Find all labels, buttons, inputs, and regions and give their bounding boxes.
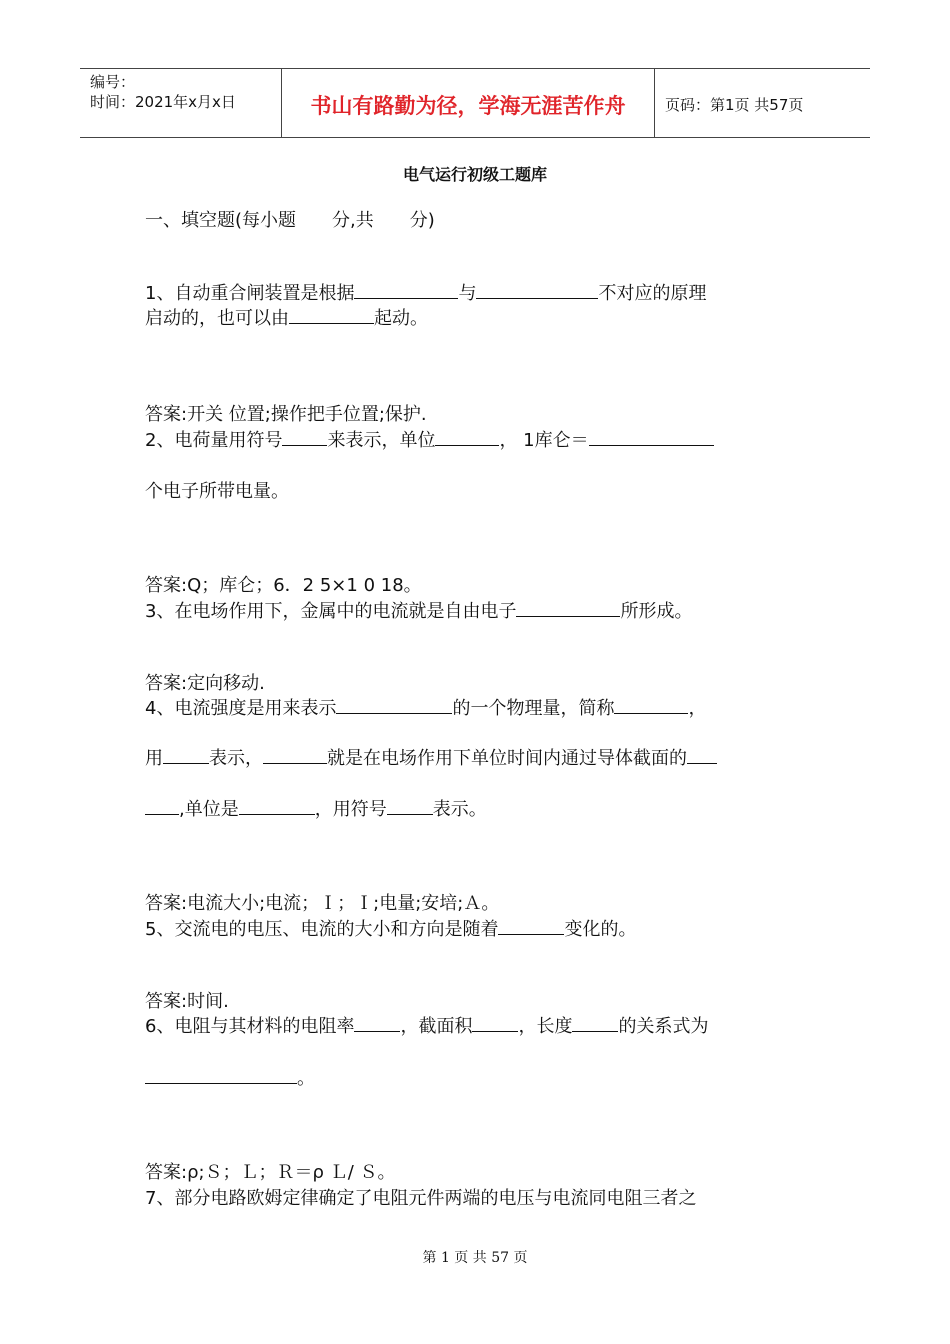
fill-blank[interactable] [387,796,433,815]
fill-blank[interactable] [282,427,327,446]
text: ，长度 [518,1016,573,1037]
fill-blank[interactable] [145,796,179,815]
header-motto-cell [282,69,655,137]
question-3 [145,597,692,623]
fill-blank[interactable] [476,280,598,299]
text: 3、在电场作用下，金属中的电流就是自由电子 [145,601,517,622]
question-5 [145,915,636,941]
text: ,单位是 [179,799,239,820]
question-1-line-2 [145,304,428,330]
text: 与 [458,283,477,304]
text: 2、电荷量用符号 [145,430,283,451]
question-4-line-1 [145,694,706,720]
question-1-line-1 [145,279,706,305]
question-4-line-3 [145,795,487,821]
text: 表示。 [432,799,487,820]
answer-3: 答案:定向移动. [145,673,265,694]
fill-blank[interactable] [516,598,620,617]
answer-6: 答案:ρ;Ｓ；Ｌ；Ｒ＝ρ Ｌ/ Ｓ。 [145,1162,396,1183]
page-header [80,68,870,138]
question-7: 7、部分电路欧姆定律确定了电阻元件两端的电压与电流同电阻三者之 [145,1188,697,1209]
answer-1: 答案:开关 位置;操作把手位置;保护. [145,404,427,425]
text: 。 [297,1068,315,1089]
question-2-line-2: 个电子所带电量。 [145,481,289,502]
text: 不对应的原理 [598,283,707,304]
fill-blank[interactable] [589,427,714,446]
fill-blank[interactable] [435,427,499,446]
motto: 书山有路勤为径，学海无涯苦作舟 [310,94,626,118]
text: 来表示，单位 [327,430,436,451]
text: 用 [145,748,163,769]
time-label: 时间：2021年x月x日 [90,93,236,111]
page-footer: 第 1 页 共 57 页 [422,1250,528,1266]
text: ，截面积 [400,1016,473,1037]
fill-blank[interactable] [163,745,209,764]
text: 表示， [209,748,263,769]
text: ， [688,698,707,719]
fill-blank[interactable] [687,745,717,764]
answer-5: 答案:时间. [145,991,229,1012]
fill-blank[interactable] [498,916,564,935]
fill-blank[interactable] [354,1013,400,1032]
fill-blank[interactable] [145,1065,297,1084]
header-page-cell [655,69,870,137]
question-2-line-1 [145,426,714,452]
question-6-line-2 [145,1064,315,1090]
fill-blank[interactable] [263,745,327,764]
text: ，用符号 [314,799,387,820]
text: 所形成。 [620,601,693,622]
text: 的关系式为 [618,1016,709,1037]
number-label: 编号： [90,73,136,91]
fill-blank[interactable] [336,695,452,714]
fill-blank[interactable] [354,280,458,299]
question-4-line-2 [145,744,717,770]
answer-2: 答案:Q；库仑；6．2 5×1 0 18。 [145,575,422,596]
text: ， 1库仑＝ [499,430,589,451]
fill-blank[interactable] [239,796,315,815]
page-info: 页码：第1页 共57页 [665,96,804,114]
header-info-cell [80,69,282,137]
question-6-line-1 [145,1012,708,1038]
text: 4、电流强度是用来表示 [145,698,337,719]
text: 就是在电场作用下单位时间内通过导体截面的 [327,748,687,769]
fill-blank[interactable] [572,1013,618,1032]
text: 6、电阻与其材料的电阻率 [145,1016,355,1037]
fill-blank[interactable] [614,695,688,714]
text: 的一个物理量，简称 [452,698,615,719]
text: 启动的，也可以由 [145,308,289,329]
document-title: 电气运行初级工题库 [402,165,547,184]
text: 变化的。 [564,919,637,940]
fill-blank[interactable] [289,305,374,324]
text: 起动。 [374,308,428,329]
fill-blank[interactable] [472,1013,518,1032]
section-heading: 一、填空题(每小题 分,共 分) [145,210,435,231]
answer-4: 答案:电流大小;电流；Ｉ；Ｉ;电量;安培;Ａ。 [145,893,500,914]
text: 1、自动重合闸装置是根据 [145,283,355,304]
text: 5、交流电的电压、电流的大小和方向是随着 [145,919,499,940]
